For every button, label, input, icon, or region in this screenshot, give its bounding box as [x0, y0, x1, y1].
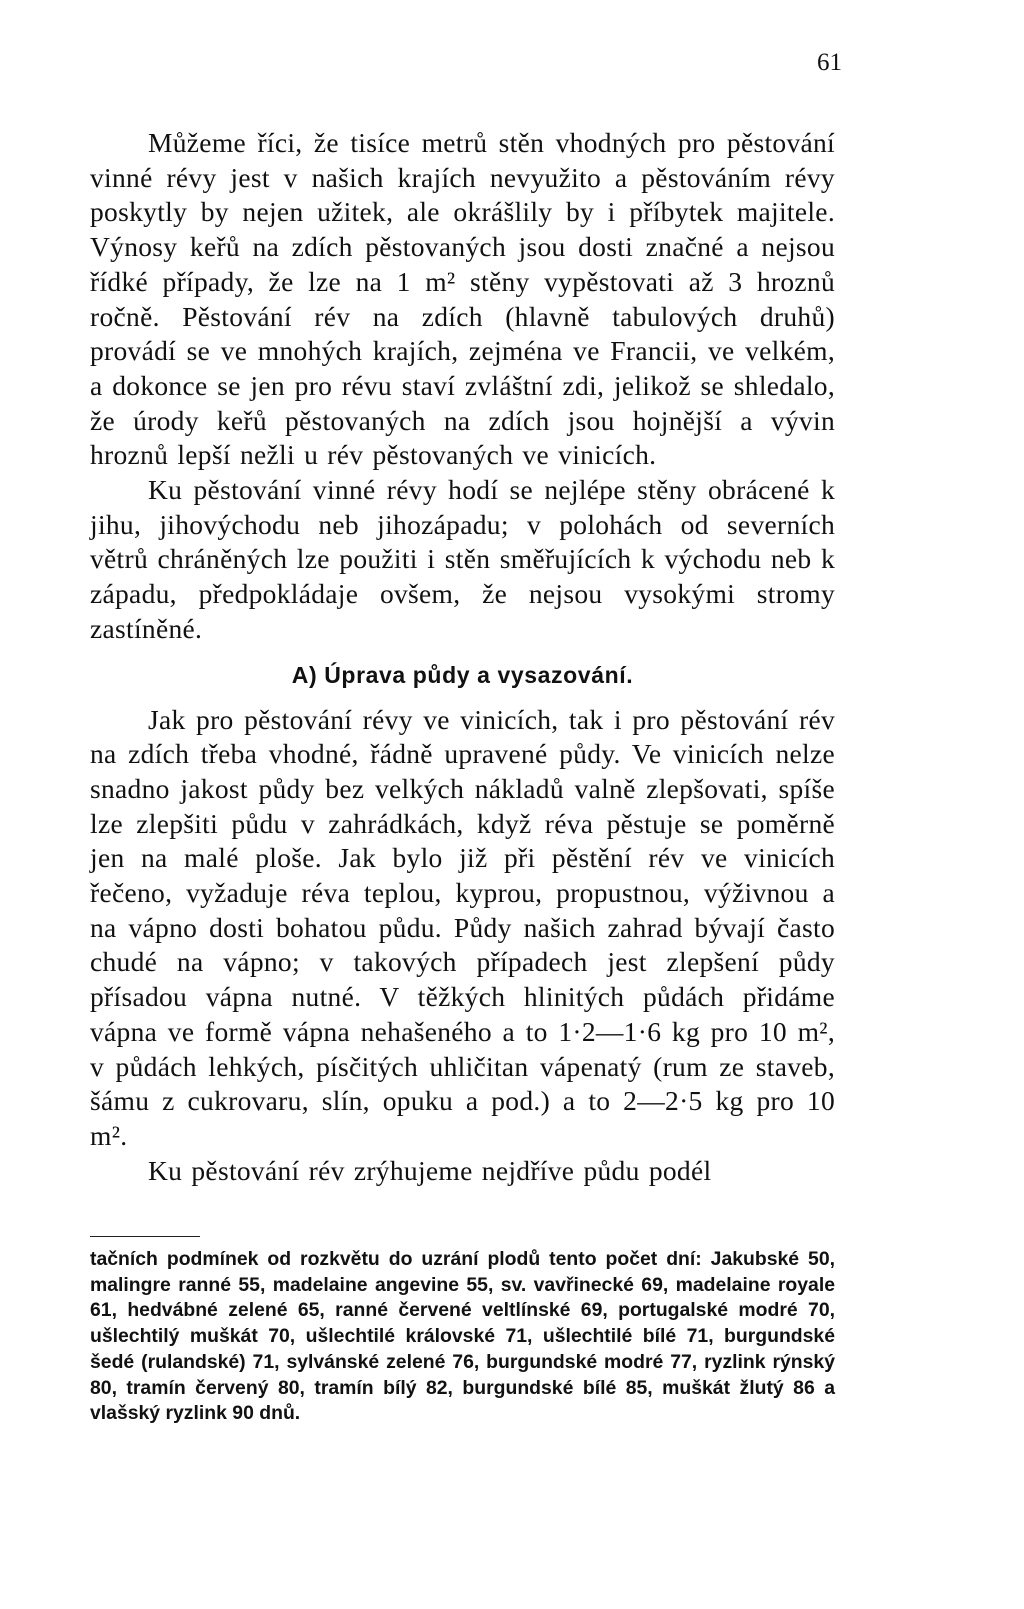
paragraph-wall-orientation: Ku pěstování vinné révy hodí se nejlépe stěny obrácené k jihu, jihovýchodu neb jihozápadu; v polohách od severních větrů chráněných lze použiti i stěn směřujících k východu neb k západu, předpokládaje ovšem, že nejsou vysokými stromy zastíněné.	[90, 474, 835, 644]
section-heading: A) Úprava půdy a vysazování.	[291, 661, 634, 688]
body-text	[90, 126, 835, 1188]
paragraph-walls-intro: Můžeme říci, že tisíce metrů stěn vhodných pro pěstování vinné révy jest v našich krajích nevyužito a pěstováním révy poskytly by nejen užitek, ale okrášlily by i příbytek majitele. Výnosy keřů na zdích pěstovaných jsou dosti značné a nejsou řídké případy, že lze na 1 m² stěny vypěstovati až 3 hroznů ročně. Pěstování rév na zdích (hlavně tabulových druhů) provádí se ve mnohých krajích, zejména ve Francii, ve velkém, a dokonce se jen pro révu staví zvláštní zdi, jelikož se shledalo, že úrody keřů pěstovaných na zdích jsou hojnější a vývin hroznů lepší nežli u rév pěstovaných ve vinicích.	[90, 127, 835, 471]
footnote: tačních podmínek od rozkvětu do uzrání plodů tento počet dní: Jakubské 50, malingre ranné 55, madelaine angevine 55, sv. vavřinecké 69, madelaine royale 61, hedvábné zelené 65, ranné červené veltlínské 69, portugalské modré 70, ušlechtilý muškát 70, ušlechtilé královské 71, ušlechtilé bílé 71, burgundské šedé (rulandské) 71, sylvánské zelené 76, burgundské modré 77, ryzlink rýnský 80, tramín červený 80, tramín bílý 82, burgundské bílé 85, muškát žlutý 86 a vlašský ryzlink 90 dnů.	[90, 1248, 835, 1425]
footnote-rule	[90, 1236, 200, 1237]
page-number: 61	[817, 49, 842, 76]
paragraph-trenching: Ku pěstování rév zrýhujeme nejdříve půdu podél	[148, 1154, 712, 1186]
paragraph-soil-preparation: Jak pro pěstování révy ve vinicích, tak i pro pěstování rév na zdích třeba vhodné, řádně upravené půdy. Ve vinicích nelze snadno jakost půdy bez velkých nákladů valně zlepšovati, spíše lze zlepšiti půdu v zahrádkách, když réva pěstuje se poměrně jen na malé ploše. Jak bylo již při pěstění rév ve vinicích řečeno, vyžaduje réva teplou, kyprou, propustnou, výživnou a na vápno dosti bohatou půdu. Půdy našich zahrad bývají často chudé na vápno; v takových případech jest zlepšení půdy přísadou vápna nutné. V těžkých hlinitých půdách přidáme vápna ve formě vápna nehašeného a to 1·2—1·6 kg pro 10 m², v půdách lehkých, písčitých uhličitan vápenatý (rum ze staveb, šámu z cukrovaru, slín, opuku a pod.) a to 2—2·5 kg pro 10 m².	[90, 703, 835, 1151]
